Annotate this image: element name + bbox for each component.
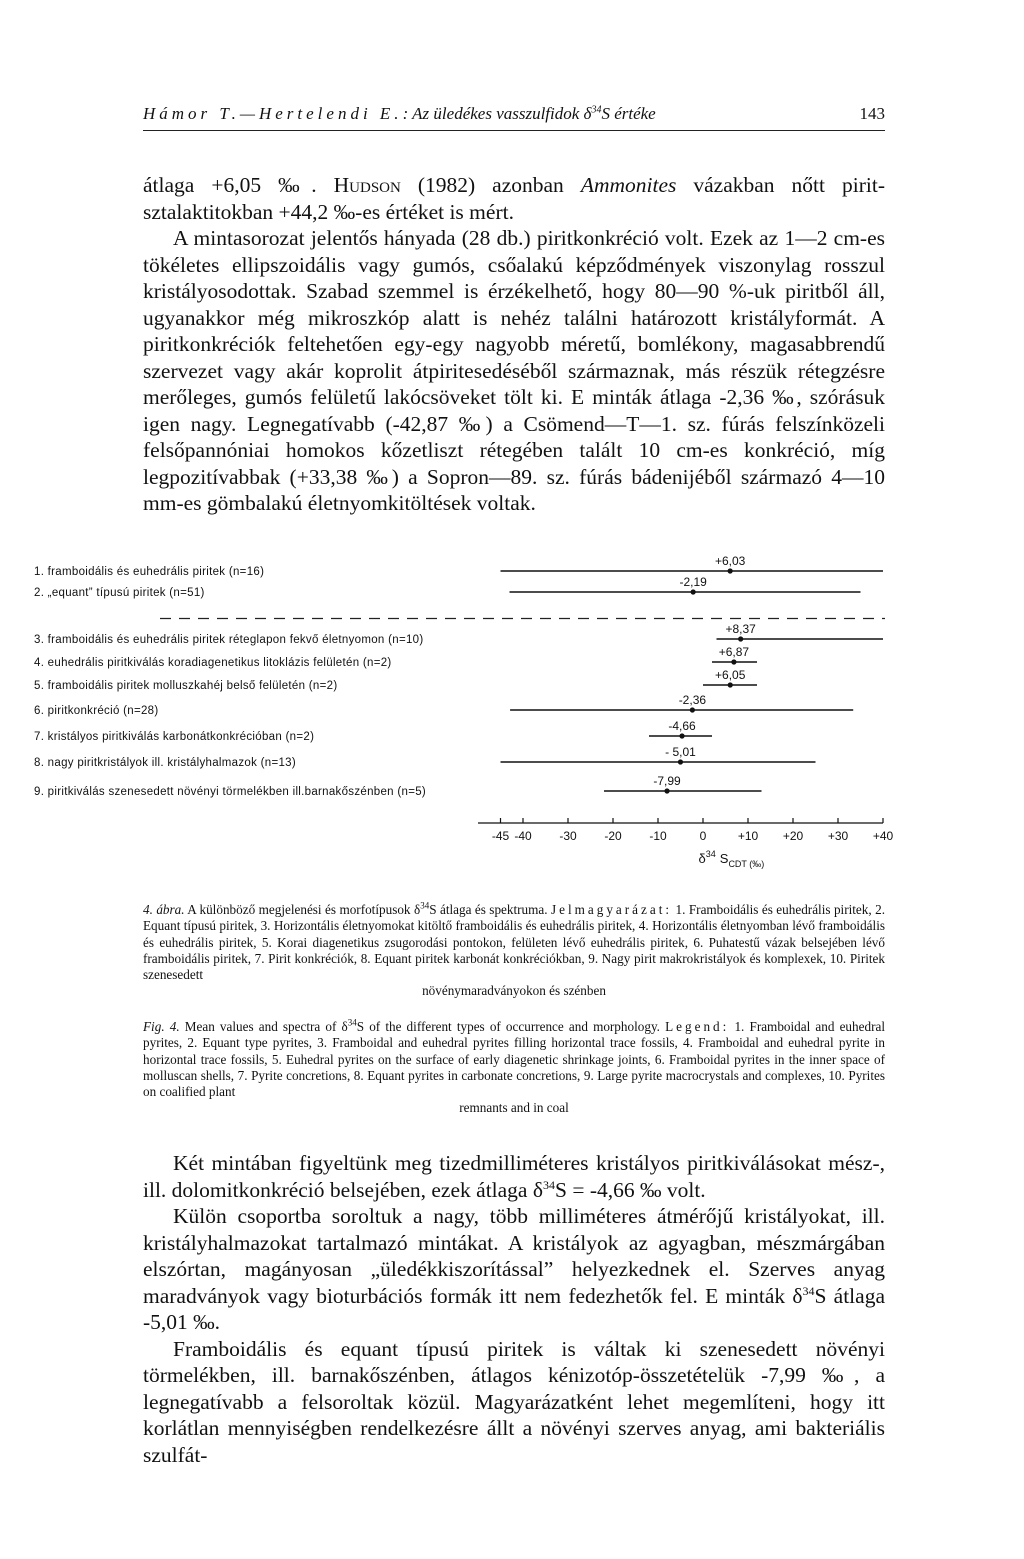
series-row-9 [34,774,762,798]
text-run: S = -4,66 ‰ volt. [554,1177,706,1202]
genus-name: Ammonites [580,173,677,197]
header-left: Hámor T.—Hertelendi E.: Az üledékes vasszulfidok $\delta^{34}S$ értéke [143,104,656,123]
tick-label: -45 [491,829,510,843]
mean-label: -2,36 [678,693,707,707]
sup: 34 [542,1177,555,1192]
series-row-4 [34,645,757,669]
series-row-6 [34,693,853,717]
series-row-8 [34,745,816,769]
series-label: 9. piritkiválás szenesedett növényi törmelékben ill.barnakőszénben (n=5) [34,786,427,798]
tick-label: +30 [827,829,849,843]
header-authors: Hámor T.—Hertelendi E. [143,104,403,123]
caption-english [143,1019,885,1117]
header-title-prefix: Az üledékes vasszulfidok δ [412,104,592,123]
series-row-7 [34,719,712,743]
series-label: 8. nagy piritkristályok ill. kristályhalmazok (n=13) [34,757,296,769]
series-label: 5. framboidális piritek molluszkahéj belső felületén (n=2) [34,680,338,692]
header-title-sup: 34 [591,104,602,116]
caption-sup: 34 [347,1017,357,1028]
caption-last-line: növénymaradványokon és szénben [422,983,606,999]
mean-dot [728,568,733,573]
mean-dot [664,788,669,793]
tick-label: -10 [649,829,667,843]
paragraph-large-crystals [143,1203,885,1336]
tick-label: -20 [604,829,622,843]
tick-label: -40 [514,829,532,843]
page-number: 143 [859,104,885,123]
series-row-5 [34,668,757,692]
sup: 34 [802,1283,815,1298]
tick-label: +20 [782,829,804,843]
caption-hungarian [143,902,885,1000]
author-name: Hudson [333,173,401,197]
caption-run: Mean values and spectra of δ [179,1019,348,1034]
caption-last-line: remnants and in coal [459,1100,569,1116]
text-run: Két mintában figyeltünk meg tizedmilliméteres kristályos piritkiválásokat mész-, ill. dolomitkonkréció belsejében, ezek átlaga δ [143,1151,885,1202]
caption-run: S átlaga és spektruma. [429,902,551,917]
header-title-suffix: S értéke [601,104,656,123]
series-label: 3. framboidális és euhedrális piritek réteglapon fekvő életnyomon (n=10) [34,634,424,646]
caption-label: Fig. 4. [143,1019,180,1034]
mean-dot [690,707,695,712]
caption-sup: 34 [420,900,430,911]
series-row-3 [34,622,883,646]
mean-label: -2,19 [679,575,707,589]
caption-legend-word: Legend: [665,1019,730,1034]
mean-label: -4,66 [668,719,696,733]
tick-label: -30 [559,829,577,843]
range-chart [0,540,1024,880]
mean-dot [731,659,736,664]
chart-rows [34,554,883,798]
x-axis [478,818,894,843]
series-label: 7. kristályos piritkiválás karbonátkonkrécióban (n=2) [34,731,315,743]
tick-label: 0 [699,829,707,843]
mean-dot [691,589,696,594]
paragraph-concretions: A mintasorozat jelentős hányada (28 db.) piritkonkréció volt. Ezek az 1—2 cm-es tökéletes ellipszoidális vagy gumós, csőalakú képződmények viszonylag rosszul kristályosodottak. Szabad szemmel is érzékelhető, hogy 80—90 %-uk piritből áll, ugyanakkor még mikroszkóp alatt is nehéz találni határozott kristályformát. A piritkonkréciók feltehetően egy-egy nagyobb méretű, bomlékony, magasabbrendű szervezet vagy akár koprolit átpiritesedéséből származnak, más részük rétegzésre merőleges, gumós felületű lakócsöveket tölt ki. E minták átlaga -2,36 ‰, szórásuk igen nagy. Legnegatívabb (-42,87 ‰) a Csömend—T—1. sz. fúrás felszínközeli felsőpannóniai homokos kőzetliszt rétegében talált 10 cm-es konkréció, míg legpozitívabbak (+33,38 ‰) a Sopron—89. sz. fúrás bádenijéből származó 4—10 mm-es gömbalakú életnyomkitöltések voltak. [143,226,885,515]
caption-legend-word: Jelmagyarázat: [550,902,673,917]
text-run: S átlaga -5,01 ‰. [143,1283,885,1334]
series-label: 4. euhedrális piritkiválás koradiagenetikus litoklázis felületén (n=2) [34,657,392,669]
caption-run: 1. Framboidal and euhedral pyrites, 2. Equant type pyrites, 3. Framboidal and euhedral pyrites filling horizontal trace fossils, 4. Framboidal and euhedral pyrite in horizontal trace fossils, 5. Euhedral pyrites on the surface of early diagenetic shrinkage joints, 6. Framboidal pyrites in the inner space of molluscan shells, 7. Pyrite concretions, 8. Equant pyrites in carbonate concretions, 9. Large pyrite macrocrystals and complexes, 10. Pyrites on coalified plant [143,1019,885,1100]
running-header [143,100,885,131]
figure-4 [0,540,1024,880]
series-label: 2. „equant” típusú piritek (n=51) [34,587,205,599]
tick-label: +10 [737,829,759,843]
mean-label: +6,05 [715,668,746,682]
paragraph-coal: Framboidális és equant típusú piritek is váltak ki szenesedett növényi törmelékben, ill. barnakőszénben, átlagos kénizotóp-összetételük -7,99 ‰, a legnegatívabb a felsoroltak közül. Magyarázatként lehet megemlíteni, hogy itt korlátlan mennyiségben rendelkezésre állt a növényi szerves anyag, ami bakteriális szulfát- [143,1336,885,1467]
bottom-body-text [143,1150,885,1468]
mean-dot [679,733,684,738]
series-label: 1. framboidális és euhedrális piritek (n=16) [34,566,265,578]
top-body-text [143,172,885,517]
mean-label: -7,99 [653,774,681,788]
mean-label: +8,37 [725,622,756,636]
text-run: átlaga +6,05 ‰. [143,173,334,197]
mean-label: +6,87 [718,645,750,659]
mean-label: - 5,01 [665,745,696,759]
caption-run: S of the different types of occurrence and morphology. [356,1019,666,1034]
series-row-1 [34,554,883,578]
series-row-2 [34,575,861,599]
tick-label: +40 [872,829,894,843]
caption-label: 4. ábra. [143,902,185,917]
caption-run: 1. Framboidális és euhedrális piritek, 2. Equant típusú piritek, 3. Horizontális életnyomokat kitöltő framboidális és euhedrális piritek, 4. Horizontális életnyomban lévő framboidális és euhedrális piritek, 5. Korai diagenetikus zsugorodási pontokon, felületen lévő euhedrális piritek, 6. Puhatestű vázak belsejében lévő framboidális piritek, 7. Pirit konkréciók, 8. Equant piritek karbonát konkréciókban, 9. Nagy pirit makrokristályok és komplexek, 10. Piritek szenesedett [143,902,885,983]
series-label: 6. piritkonkréció (n=28) [34,705,159,717]
mean-dot [678,759,683,764]
paragraph-carbonate [143,1150,885,1203]
paragraph-hudson [143,172,885,225]
x-axis-label: $\delta^{34}$ $S_{CDT (‰)}$ [698,849,765,869]
caption-run: A különböző megjelenési és morfotípusok δ [184,902,421,917]
text-run: (1982) azonban [400,173,581,197]
mean-dot [738,636,743,641]
mean-dot [728,682,733,687]
text-run: vázakban nőtt pirit-sztalaktitokban +44,2 ‰-es értéket is mért. [143,173,885,224]
text-run: Külön csoportba soroltuk a nagy, több milliméteres átmérőjű kristályokat, ill. kristályhalmazokat tartalmazó mintákat. A kristályok az agyagban, mészmárgában elszórtan, magányosan „üledékkiszorítással” helyezkednek el. Szerves anyag maradványok vagy bioturbációs formák itt nem fedezhetők fel. E minták δ [143,1204,885,1308]
mean-label: +6,03 [714,554,746,568]
